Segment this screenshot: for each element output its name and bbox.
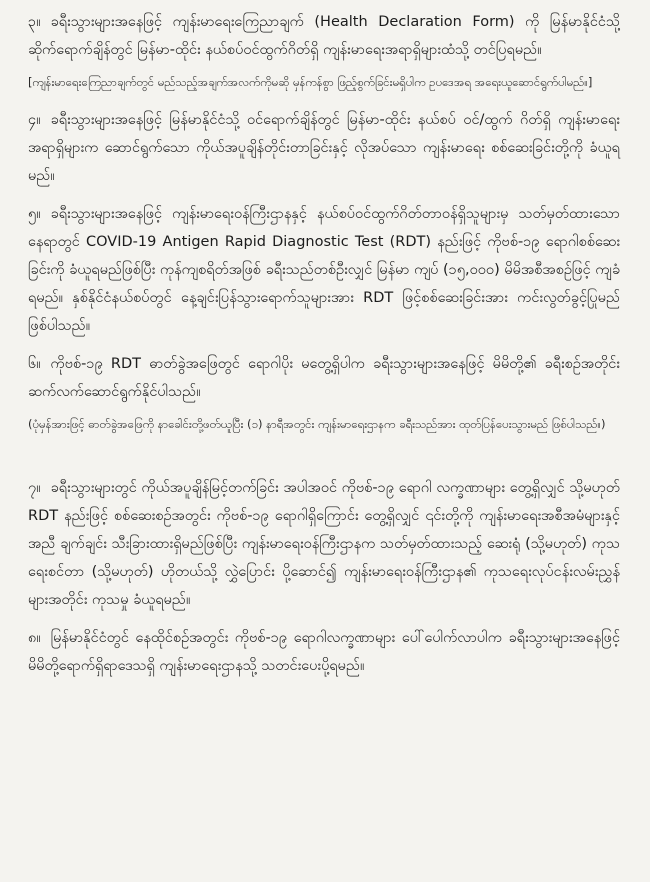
paragraph-text: မြန်မာနိုင်ငံတွင် နေထိုင်စဉ်အတွင်း ကိုဗစ်-၁၉ ရောဂါလက္ခဏာများ ပေါ်ပေါက်လာပါက ခရီးသွားများအနေဖြင့် မိမိတို့ရောက်ရှိရာဒေသရှိ ကျန်းမာရေးဌာနသို့ သတင်းပေးပို့ရမည်။ [28, 630, 620, 674]
paragraph-7 [28, 474, 620, 614]
paragraph-number: ၄။ [28, 112, 41, 128]
paragraph-text: ခရီးသွားများတွင် ကိုယ်အပူချိန်မြင့်တက်ခြင်း အပါအဝင် ကိုဗစ်-၁၉ ရောဂါ လက္ခဏာများ တွေ့ရှိလျှင် သို့မဟုတ် RDT နည်းဖြင့် စစ်ဆေးစဉ်အတွင်း ကိုဗစ်-၁၉ ရောဂါရှိကြောင်း တွေ့ရှိလျှင် ၎င်းတို့ကို ကျန်းမာရေးအစီအမံများနှင့်အညီ ချက်ချင်း သီးခြားထားရှိမည်ဖြစ်ပြီး ကျန်းမာရေးဝန်ကြီးဌာနက သတ်မှတ်ထားသည့် ဆေးရုံ (သို့မဟုတ်) ကုသရေးစင်တာ (သို့မဟုတ်) ဟိုတယ်သို့ လွှဲပြောင်း ပို့ဆောင်၍ ကျန်းမာရေးဝန်ကြီးဌာန၏ ကုသရေးလုပ်ငန်းလမ်းညွှန်များအတိုင်း ကုသမှု ခံယူရမည်။ [28, 480, 620, 608]
blank-gap [28, 448, 620, 474]
paragraph-8 [28, 624, 620, 680]
paragraph-number: ၃။ [28, 14, 41, 30]
paragraph-number: ၈။ [28, 630, 41, 646]
paragraph-text: ခရီးသွားများအနေဖြင့် ကျန်းမာရေးဝန်ကြီးဌာနနှင့် နယ်စပ်ဝင်ထွက်ဂိတ်တာဝန်ရှိသူများမှ သတ်မှတ်ထားသောနေရာတွင် COVID-19 Antigen Rapid Diagnostic Test (RDT) နည်းဖြင့် ကိုဗစ်-၁၉ ရောဂါစစ်ဆေးခြင်းကို ခံယူရမည်ဖြစ်ပြီး ကုန်ကျစရိတ်အဖြစ် ခရီးသည်တစ်ဦးလျှင် မြန်မာ ကျပ် (၁၅,၀၀၀) မိမိအစီအစဉ်ဖြင့် ကျခံရမည်။ နှစ်နိုင်ငံနယ်စပ်တွင် နေ့ချင်းပြန်သွားရောက်သူများအား RDT ဖြင့်စစ်ဆေးခြင်းအား ကင်းလွတ်ခွင့်ပြုမည် ဖြစ်ပါသည်။ [28, 206, 620, 334]
note-paragraph-3: [ကျန်းမာရေးကြေညာချက်တွင် မည်သည့်အချက်အလက်ကိုမဆို မှန်ကန်စွာ ဖြည့်စွက်ခြင်းမရှိပါက ဥပဒေအရ အရေးယူဆောင်ရွက်ပါမည်။] [28, 75, 593, 89]
paragraph-text: ခရီးသွားများအနေဖြင့် မြန်မာနိုင်ငံသို့ ဝင်ရောက်ချိန်တွင် မြန်မာ-ထိုင်း နယ်စပ် ဝင်/ထွက် ဂိတ်ရှိ ကျန်းမာရေးအရာရှိများက ဆောင်ရွက်သော ကိုယ်အပူချိန်တိုင်းတာခြင်းနှင့် လိုအပ်သော ကျန်းမာရေး စစ်ဆေးခြင်းတို့ကို ခံယူရမည်။ [28, 112, 620, 184]
paragraph-4 [28, 106, 620, 190]
note-paragraph-6: (ပုံမှန်အားဖြင့် ဓာတ်ခွဲအဖြေကို နာခေါင်းတို့ဖတ်ယူပြီး (၁) နာရီအတွင်း ကျန်းမာရေးဌာနက ခရီးသည်အား ထုတ်ပြန်ပေးသွားမည် ဖြစ်ပါသည်။) [28, 417, 606, 431]
paragraph-3 [28, 8, 620, 64]
paragraph-number: ၆။ [28, 356, 41, 372]
paragraph-number: ၇။ [28, 480, 41, 496]
paragraph-6 [28, 350, 620, 406]
paragraph-5 [28, 200, 620, 340]
paragraph-text: ခရီးသွားများအနေဖြင့် ကျန်းမာရေးကြေညာချက် (Health Declaration Form) ကို မြန်မာနိုင်ငံသို့ ဆိုက်ရောက်ချိန်တွင် မြန်မာ-ထိုင်း နယ်စပ်ဝင်ထွက်ဂိတ်ရှိ ကျန်းမာရေးအရာရှိများထံသို့ တင်ပြရမည်။ [28, 14, 620, 58]
paragraph-text: ကိုဗစ်-၁၉ RDT ဓာတ်ခွဲအဖြေတွင် ရောဂါပိုး မတွေ့ရှိပါက ခရီးသွားများအနေဖြင့် မိမိတို့၏ ခရီးစဉ်အတိုင်း ဆက်လက်ဆောင်ရွက်နိုင်ပါသည်။ [28, 356, 620, 400]
paragraph-number: ၅။ [28, 206, 41, 222]
